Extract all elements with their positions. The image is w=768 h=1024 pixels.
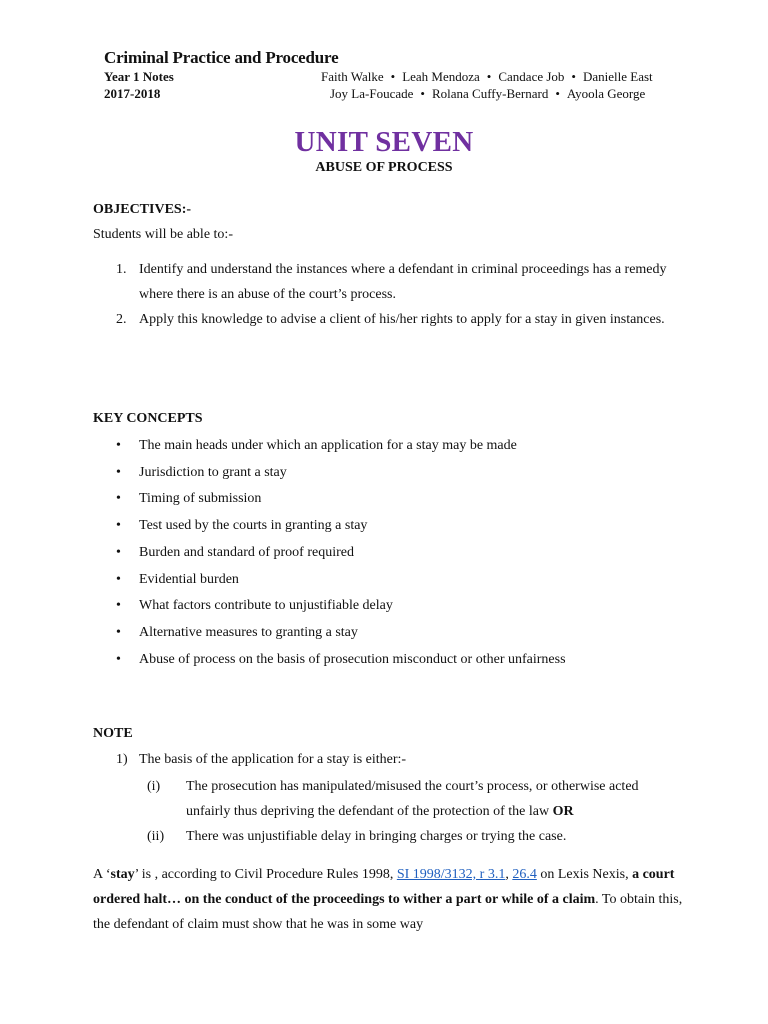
authors-line-1 (321, 69, 653, 85)
paragraph-text: A ‘ (93, 867, 111, 882)
subitem-text: There was unjustifiable delay in bringing charges or trying the case. (186, 829, 567, 844)
course-title: Criminal Practice and Procedure (104, 48, 339, 67)
definition-bold-text: a court ordered halt… on the conduct of the proceedings to wither a part or while of a claim (93, 867, 675, 907)
separator-bullet: • (486, 69, 492, 84)
separator-bullet: • (571, 69, 576, 84)
key-concept-item: Test used by the courts in granting a stay (139, 518, 368, 533)
objective-text: Apply this knowledge to advise a client of his/her rights to apply for a stay in given instances. (139, 312, 665, 327)
definition-paragraph (93, 862, 683, 937)
author-name: Candace Job (498, 69, 565, 84)
bullet-icon: • (116, 438, 121, 453)
author-name: Danielle East (582, 69, 653, 84)
key-concept-item: What factors contribute to unjustifiable delay (139, 598, 393, 613)
note-heading: NOTE (93, 726, 133, 741)
paragraph-text: ’ is , according to Civil Procedure Rules 1998, (134, 867, 397, 882)
year-notes-label: Year 1 Notes (104, 69, 174, 84)
key-concept-item: Burden and standard of proof required (139, 545, 354, 560)
objectives-heading: OBJECTIVES:- (93, 202, 192, 217)
stay-term: stay (110, 867, 135, 882)
key-concept-item: Jurisdiction to grant a stay (139, 465, 287, 480)
unit-title: UNIT SEVEN (294, 126, 474, 158)
objective-number: 1. (116, 262, 127, 277)
key-concepts-heading: KEY CONCEPTS (93, 411, 203, 426)
citation-link-si-1998[interactable]: SI 1998/3132, r 3.1 (396, 867, 506, 882)
key-concept-item: Alternative measures to granting a stay (139, 625, 358, 640)
subitem-emphasis: OR (552, 804, 574, 819)
note-item-number: 1) (116, 752, 128, 767)
separator-bullet: • (390, 69, 396, 84)
objectives-intro: Students will be able to:- (93, 227, 233, 242)
year-range-label: 2017-2018 (104, 86, 161, 101)
author-name: Faith Walke (321, 69, 384, 84)
author-name: Joy La-Foucade (330, 86, 414, 101)
paragraph-text: on Lexis Nexis, (536, 867, 633, 882)
bullet-icon: • (116, 625, 121, 640)
author-name: Ayoola George (566, 86, 646, 101)
objective-text: Identify and understand the instances where a defendant in criminal proceedings has a remedy where there is an abuse of the court’s process. (139, 262, 667, 302)
bullet-icon: • (116, 491, 121, 506)
subitem-number: (ii) (147, 829, 165, 844)
bullet-icon: • (116, 652, 121, 667)
bullet-icon: • (116, 572, 121, 587)
separator-bullet: • (555, 86, 560, 101)
author-name: Leah Mendoza (402, 69, 480, 84)
key-concept-item: Evidential burden (139, 572, 239, 587)
subitem-text-body: The prosecution has manipulated/misused the court’s process, or otherwise acted unfairly thus depriving the defendant of the protection of the law (186, 779, 639, 819)
subitem-number: (i) (147, 779, 161, 794)
authors-line-2 (330, 86, 645, 102)
subitem-text (186, 774, 666, 824)
bullet-icon: • (116, 545, 121, 560)
bullet-icon: • (116, 598, 121, 613)
bullet-icon: • (116, 465, 121, 480)
unit-subtitle: ABUSE OF PROCESS (315, 160, 453, 175)
separator-bullet: • (420, 86, 425, 101)
paragraph-text: . To obtain this, the defendant of claim must show that he was in some way (93, 892, 683, 932)
objective-number: 2. (116, 312, 127, 327)
author-name: Rolana Cuffy-Bernard (431, 86, 549, 101)
bullet-icon: • (116, 518, 121, 533)
citation-link-26-4[interactable]: 26.4 (512, 867, 537, 882)
note-item-text: The basis of the application for a stay is either:- (139, 752, 407, 767)
key-concept-item: Abuse of process on the basis of prosecution misconduct or other unfairness (139, 652, 566, 667)
paragraph-text: , (505, 867, 513, 882)
key-concept-item: Timing of submission (139, 491, 262, 506)
key-concept-item: The main heads under which an application for a stay may be made (139, 438, 517, 453)
